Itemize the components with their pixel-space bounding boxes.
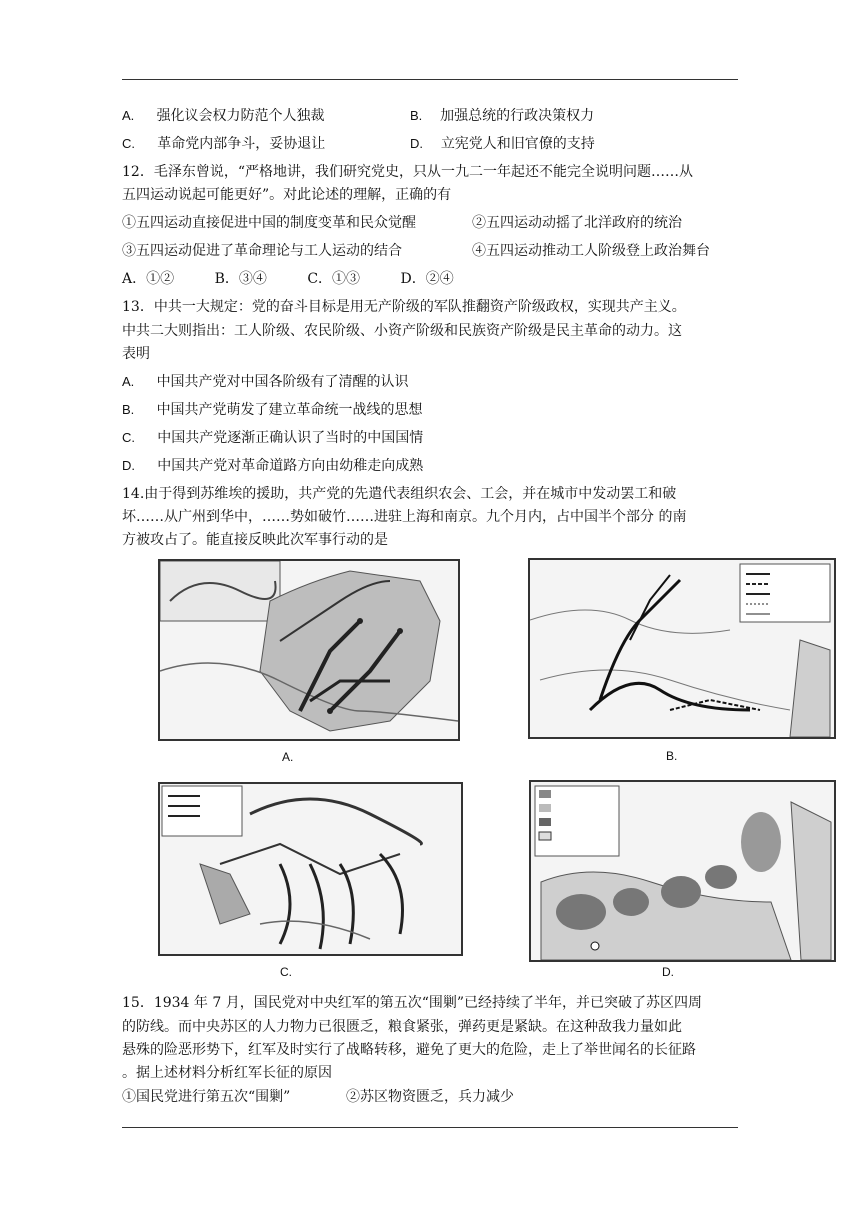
map-a-label: A.	[282, 750, 294, 764]
map-c-label: C.	[280, 965, 292, 979]
map-b-label: B.	[666, 749, 678, 763]
q12-options	[122, 270, 454, 288]
q12-item-3: ③五四运动促进了革命理论与工人运动的结合	[122, 243, 402, 259]
map-b	[528, 558, 836, 739]
q15-line4: 。据上述材料分析红军长征的原因	[122, 1065, 332, 1081]
q11-option-d: D. 立宪党人和旧官僚的支持	[410, 136, 595, 152]
q11-option-a: A. 强化议会权力防范个人独裁	[122, 108, 325, 124]
q14-stem-line1: 14.由于得到苏维埃的援助，共产党的先遣代表组织农会、工会，并在城市中发动罢工和破	[122, 486, 677, 502]
q12-stem-line2: 五四运动说起可能更好”。对此论述的理解，正确的有	[122, 187, 452, 203]
q12-option-d: D．②④	[400, 271, 454, 287]
q14-stem-line3: 方被攻占了。能直接反映此次军事行动的是	[122, 532, 388, 548]
q13-stem-line1: 13．中共一大规定：党的奋斗目标是用无产阶级的军队推翻资产阶级政权，实现共产主义。	[122, 299, 686, 315]
q14-stem-line2: 坏……从广州到华中，……势如破竹……进驻上海和南京。九个月内，占中国半个部分 的南	[122, 509, 687, 525]
q12-item-2: ②五四运动动摇了北洋政府的统治	[472, 215, 682, 231]
q12-item-4: ④五四运动推动工人阶级登上政治舞台	[472, 243, 710, 259]
q15-line2: 的防线。而中央苏区的人力物力已很匮乏，粮食紧张，弹药更是紧缺。在这种敌我力量如此	[122, 1019, 682, 1035]
map-a	[158, 559, 460, 741]
q13-stem-line3: 表明	[122, 346, 150, 362]
q12-item-1: ①五四运动直接促进中国的制度变革和民众觉醒	[122, 215, 416, 231]
q13-option-d: D. 中国共产党对革命道路方向由幼稚走向成熟	[122, 458, 424, 474]
bottom-rule	[122, 1127, 738, 1128]
q12-option-b: B．③④	[214, 271, 267, 287]
q15-item-1: ①国民党进行第五次“围剿”	[122, 1089, 291, 1105]
q13-stem-line2: 中共二大则指出：工人阶级、农民阶级、小资产阶级和民族资产阶级是民主革命的动力。这	[122, 323, 682, 339]
q12-option-a: A．①②	[122, 271, 175, 287]
map-d	[529, 780, 836, 962]
q11-option-c: C. 革命党内部争斗，妥协退让	[122, 136, 326, 152]
q12-option-c: C．①③	[307, 271, 361, 287]
q13-option-c: C. 中国共产党逐渐正确认识了当时的中国国情	[122, 430, 424, 446]
q15-line1: 15．1934 年 7 月，国民党对中央红军的第五次“围剿”已经持续了半年，并已突破了苏区四周	[122, 995, 703, 1011]
q12-stem-line1: 12．毛泽东曾说，“严格地讲，我们研究党史，只从一九二一年起还不能完全说明问题……从	[122, 164, 693, 180]
q13-option-b: B. 中国共产党萌发了建立革命统一战线的思想	[122, 402, 423, 418]
q15-line3: 悬殊的险恶形势下，红军及时实行了战略转移，避免了更大的危险，走上了举世闻名的长征路	[122, 1042, 696, 1058]
q13-option-a: A. 中国共产党对中国各阶级有了清醒的认识	[122, 374, 409, 390]
map-c	[158, 782, 463, 956]
map-d-label: D.	[662, 965, 674, 979]
q15-item-2: ②苏区物资匮乏，兵力减少	[346, 1089, 514, 1105]
top-rule	[122, 79, 738, 80]
q11-option-b: B. 加强总统的行政决策权力	[410, 108, 595, 124]
